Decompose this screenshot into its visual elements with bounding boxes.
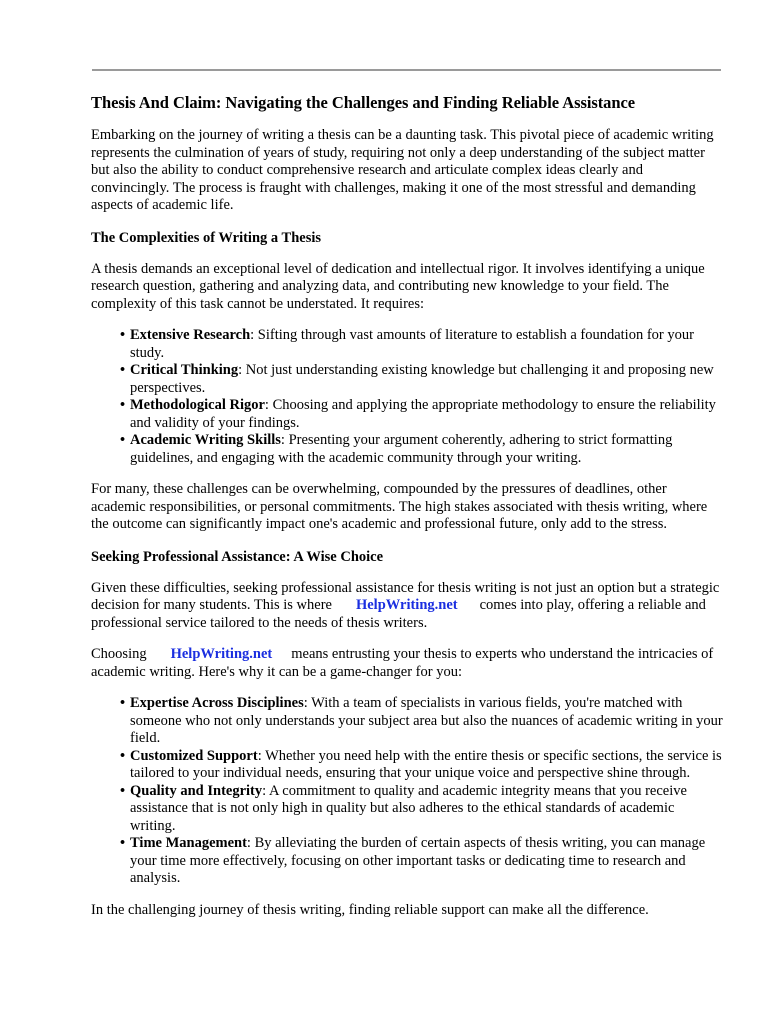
complexities-paragraph: A thesis demands an exceptional level of dedication and intellectual rigor. It involves identifying a unique research question, gathering and analyzing data, and contributing new knowledge to your field. The complexity of this task cannot be understated. It requires: [91, 260, 705, 312]
list-item-label: Expertise Across Disciplines [130, 695, 304, 711]
list-item-label: Extensive Research [130, 327, 251, 343]
bullet: • [120, 835, 126, 851]
list-item [120, 362, 723, 397]
intro-paragraph: Embarking on the journey of writing a thesis can be a daunting task. This pivotal piece of academic writing represents the culmination of years of study, requiring not only a deep understanding of the subject matter but also the ability to conduct comprehensive research and articulate complex ideas clearly and convincingly. The process is fraught with challenges, making it one of the most stressful and demanding aspects of academic life. [91, 127, 714, 213]
list-item-label: Time Management [130, 835, 247, 851]
list-item-label: Quality and Integrity [130, 782, 263, 799]
document-body [91, 93, 723, 919]
list-item-text: : Presenting your argument coherently, adhering to strict formatting guidelines, and engaging with the academic community through your writing. [130, 432, 673, 466]
bullet: • [120, 327, 126, 343]
assistance-paragraph [91, 580, 723, 633]
list-item [120, 432, 723, 467]
assistance-text-after: comes into play, offering a reliable and professional service tailored to the needs of thesis writers. [91, 597, 706, 631]
choosing-text-after: means entrusting your thesis to experts who understand the intricacies of academic writing. Here's why it can be a game-changer for you: [91, 646, 714, 680]
list-item-label: Critical Thinking [130, 362, 239, 378]
list-item-label: Customized Support [130, 747, 258, 764]
list-item-label: Academic Writing Skills [130, 432, 281, 448]
bullet: • [120, 432, 126, 448]
list-item [120, 327, 723, 362]
list-item [120, 748, 723, 783]
list-item-text: : By alleviating the burden of certain aspects of thesis writing, you can manage your time more effectively, focusing on other important tasks or dedicating time to research and analysis. [130, 835, 706, 886]
section-heading-complexities: The Complexities of Writing a Thesis [91, 229, 322, 246]
document-title: Thesis And Claim: Navigating the Challenges and Finding Reliable Assistance [91, 93, 636, 112]
top-rule [92, 69, 721, 71]
list-item-text: : Sifting through vast amounts of literature to establish a foundation for your study. [130, 327, 694, 361]
list-item [120, 695, 723, 748]
benefits-list [91, 695, 723, 888]
section-heading-assistance: Seeking Professional Assistance: A Wise Choice [91, 548, 384, 565]
closing-paragraph: In the challenging journey of thesis writing, finding reliable support can make all the difference. [91, 901, 649, 918]
helpwriting-link[interactable]: HelpWriting.net [170, 646, 273, 662]
challenges-paragraph: For many, these challenges can be overwhelming, compounded by the pressures of deadlines, other academic responsibilities, or personal commitments. The high stakes associated with thesis writing, where the outcome can significantly impact one's academic and professional future, only add to the stress. [91, 481, 708, 532]
helpwriting-link[interactable]: HelpWriting.net [355, 597, 458, 613]
list-item-text: : A commitment to quality and academic integrity means that you receive assistance that is not only high in quality but also adheres to the ethical standards of academic writing. [130, 782, 687, 834]
bullet: • [120, 782, 126, 799]
list-item-text: : Choosing and applying the appropriate methodology to ensure the reliability and validity of your findings. [130, 397, 716, 431]
list-item [120, 783, 723, 836]
list-item [120, 835, 723, 888]
list-item-text: : Whether you need help with the entire thesis or specific sections, the service is tailored to your individual needs, ensuring that your unique voice and perspective shine through. [130, 747, 722, 781]
bullet: • [120, 362, 126, 378]
list-item [120, 397, 723, 432]
bullet: • [120, 397, 126, 413]
bullet: • [120, 695, 126, 711]
bullet: • [120, 747, 126, 764]
list-item-label: Methodological Rigor [130, 397, 265, 413]
choosing-paragraph [91, 646, 723, 681]
list-item-text: : Not just understanding existing knowledge but challenging it and proposing new perspectives. [130, 362, 714, 396]
requirements-list [91, 327, 723, 467]
assistance-text-before: Given these difficulties, seeking professional assistance for thesis writing is not just an option but a strategic decision for many students. This is where [91, 579, 720, 613]
list-item-text: : With a team of specialists in various fields, you're matched with someone who not only understands your subject area but also the nuances of academic writing in your field. [130, 695, 723, 746]
choosing-text-before: Choosing [91, 646, 147, 662]
